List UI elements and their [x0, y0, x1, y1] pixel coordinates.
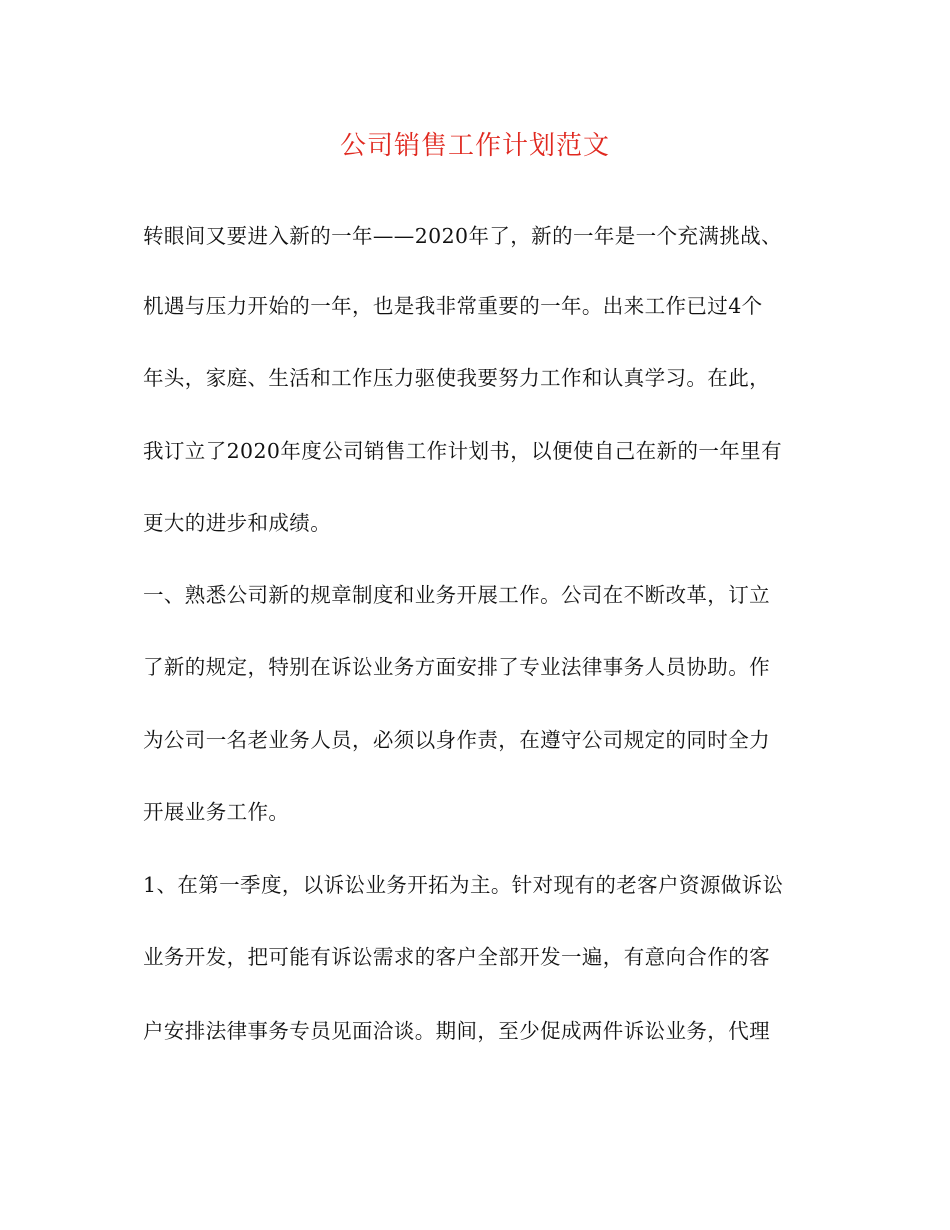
body-line: 转眼间又要进入新的一年——2020年了，新的一年是一个充满挑战、 [143, 224, 782, 248]
body-line: 为公司一名老业务人员，必须以身作责，在遵守公司规定的同时全力 [143, 728, 770, 752]
body-line: 了新的规定，特别在诉讼业务方面安排了专业法律事务人员协助。作 [143, 655, 770, 679]
body-line: 年头，家庭、生活和工作压力驱使我要努力工作和认真学习。在此， [143, 366, 770, 390]
document-title: 公司销售工作计划范文 [339, 131, 610, 161]
body-line: 1、在第一季度，以诉讼业务开拓为主。针对现有的老客户资源做诉讼 [143, 873, 784, 897]
body-line: 业务开发，把可能有诉讼需求的客户全部开发一遍，有意向合作的客 [143, 945, 770, 969]
body-line: 一、熟悉公司新的规章制度和业务开展工作。公司在不断改革，订立 [143, 583, 770, 607]
body-line: 我订立了2020年度公司销售工作计划书，以便使自己在新的一年里有 [143, 439, 782, 463]
body-line: 开展业务工作。 [143, 800, 290, 824]
body-line: 机遇与压力开始的一年，也是我非常重要的一年。出来工作已过4个 [143, 294, 763, 318]
body-line: 户安排法律事务专员见面洽谈。期间，至少促成两件诉讼业务，代理 [143, 1019, 770, 1043]
body-line: 更大的进步和成绩。 [143, 511, 332, 535]
